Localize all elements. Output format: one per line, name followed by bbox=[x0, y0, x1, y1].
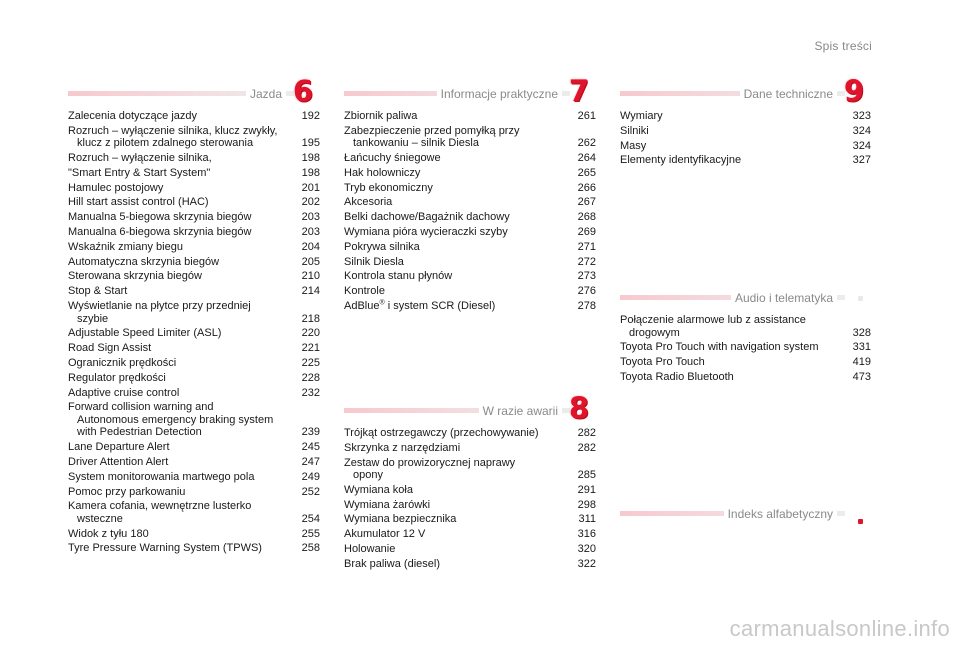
toc-entry[interactable] bbox=[68, 500, 320, 527]
toc-entry-title: System monitorowania martwego pola bbox=[68, 470, 255, 483]
section-number-badge[interactable]: 9 bbox=[843, 74, 865, 108]
section-title[interactable]: Audio i telematyka bbox=[731, 291, 837, 305]
toc-entry[interactable] bbox=[68, 387, 320, 402]
toc-entry-page: 225 bbox=[301, 356, 320, 369]
toc-entry-title: Wymiary bbox=[620, 110, 663, 122]
toc-entry-page: 324 bbox=[852, 124, 871, 137]
toc-entry-page: 255 bbox=[301, 527, 320, 540]
toc-entry-title-part: AdBlue bbox=[344, 300, 380, 313]
toc-entry[interactable] bbox=[344, 182, 596, 197]
toc-entry[interactable] bbox=[620, 140, 871, 155]
toc-entry-title: Tryb ekonomiczny bbox=[344, 181, 433, 194]
toc-entry-page: 272 bbox=[577, 255, 596, 268]
toc-entry-page: 322 bbox=[577, 557, 596, 570]
toc-entry-title: Wymiana pióra wycieraczki szyby bbox=[344, 226, 508, 239]
toc-entry-page: 324 bbox=[852, 139, 871, 152]
toc-entry-title: Wymiana żarówki bbox=[344, 498, 431, 511]
toc-entry[interactable] bbox=[344, 270, 596, 285]
toc-entry-title-continued: wsteczne bbox=[77, 512, 123, 525]
toc-entry-page: 276 bbox=[577, 285, 596, 298]
toc-entry[interactable] bbox=[344, 285, 596, 300]
toc-entry[interactable] bbox=[344, 196, 596, 211]
toc-entry-page: 204 bbox=[301, 240, 320, 253]
toc-entry-title: Masy bbox=[620, 139, 647, 152]
toc-entry-title: Manualna 5-biegowa skrzynia biegów bbox=[68, 211, 252, 224]
toc-entry-page: 214 bbox=[301, 285, 320, 298]
page-header-title: Spis treści bbox=[814, 39, 872, 53]
toc-entry-page: 320 bbox=[577, 543, 596, 556]
toc-entry-page: 202 bbox=[301, 196, 320, 209]
toc-entry-title: Zbiornik paliwa bbox=[344, 110, 418, 122]
toc-entry-page: 249 bbox=[301, 470, 320, 483]
toc-entry-page: 271 bbox=[577, 240, 596, 253]
toc-entry-title-part: i system SCR (Diesel) bbox=[384, 300, 496, 313]
section-title[interactable]: Dane techniczne bbox=[740, 87, 837, 101]
section-header bbox=[620, 496, 871, 530]
toc-entry-title: Toyota Radio Bluetooth bbox=[620, 370, 734, 383]
toc-entry-title: Kontrola stanu płynów bbox=[344, 270, 453, 283]
toc-entry-title: Adaptive cruise control bbox=[68, 386, 180, 399]
toc-entry[interactable] bbox=[68, 486, 320, 501]
toc-entry-page: 266 bbox=[577, 181, 596, 194]
toc-entry[interactable] bbox=[620, 314, 871, 341]
toc-entry-page: 258 bbox=[301, 542, 320, 555]
toc-entry-title: Sterowana skrzynia biegów bbox=[68, 270, 202, 283]
toc-list bbox=[344, 110, 596, 315]
toc-entry[interactable] bbox=[344, 241, 596, 256]
toc-entry[interactable] bbox=[344, 226, 596, 241]
toc-entry[interactable] bbox=[344, 499, 596, 514]
section-marker-icon bbox=[858, 519, 863, 524]
toc-entry-title: Silnik Diesla bbox=[344, 255, 404, 268]
toc-entry-page: 205 bbox=[301, 255, 320, 268]
toc-entry-page: 473 bbox=[852, 370, 871, 383]
toc-entry-page: 245 bbox=[301, 441, 320, 454]
toc-entry-page: 269 bbox=[577, 226, 596, 239]
section-audio-i-telematyka bbox=[620, 280, 871, 386]
toc-entry[interactable] bbox=[68, 110, 320, 125]
toc-entry-title: Widok z tyłu 180 bbox=[68, 527, 149, 540]
toc-entry[interactable] bbox=[68, 300, 320, 327]
toc-entry-title: Regulator prędkości bbox=[68, 371, 166, 384]
toc-entry[interactable] bbox=[68, 152, 320, 167]
toc-entry-title: Kamera cofania, wewnętrzne lusterko bbox=[68, 500, 252, 513]
section-header bbox=[344, 76, 596, 110]
section-title[interactable]: W razie awarii bbox=[479, 404, 562, 418]
toc-entry-title: Pomoc przy parkowaniu bbox=[68, 485, 186, 498]
toc-entry-title-continued: drogowym bbox=[629, 326, 680, 339]
toc-entry-page: 267 bbox=[577, 196, 596, 209]
toc-entry-title: Zabezpieczenie przed pomyłką przy bbox=[344, 124, 520, 137]
toc-entry-title: Zalecenia dotyczące jazdy bbox=[68, 110, 198, 122]
toc-list bbox=[68, 110, 320, 557]
toc-entry[interactable] bbox=[68, 270, 320, 285]
toc-entry-title: Forward collision warning and bbox=[68, 401, 214, 414]
toc-entry-title: Hamulec postojowy bbox=[68, 181, 164, 194]
toc-entry[interactable] bbox=[620, 125, 871, 140]
section-number-badge[interactable]: 7 bbox=[568, 74, 590, 108]
toc-entry-title: Rozruch – wyłączenie silnika, bbox=[68, 152, 212, 165]
toc-entry-page: 228 bbox=[301, 371, 320, 384]
toc-entry-title: Pokrywa silnika bbox=[344, 240, 420, 253]
watermark: carmanualsonline.info bbox=[729, 616, 950, 641]
toc-entry-title: Skrzynka z narzędziami bbox=[344, 441, 461, 454]
toc-entry[interactable] bbox=[344, 300, 596, 315]
toc-entry[interactable] bbox=[68, 256, 320, 271]
toc-entry[interactable] bbox=[68, 542, 320, 557]
toc-entry-page: 218 bbox=[301, 312, 320, 325]
toc-entry-page: 291 bbox=[577, 483, 596, 496]
toc-entry-title: Road Sign Assist bbox=[68, 342, 152, 355]
toc-entry[interactable] bbox=[344, 211, 596, 226]
toc-entry[interactable] bbox=[68, 196, 320, 211]
toc-entry[interactable] bbox=[68, 241, 320, 256]
section-title[interactable]: Informacje praktyczne bbox=[437, 87, 562, 101]
toc-entry-page: 201 bbox=[301, 181, 320, 194]
toc-entry-page: 278 bbox=[577, 300, 596, 313]
toc-entry[interactable] bbox=[344, 427, 596, 442]
toc-entry[interactable] bbox=[344, 513, 596, 528]
registered-mark: ® bbox=[379, 299, 385, 307]
toc-list bbox=[620, 110, 871, 169]
toc-entry-title: Trójkąt ostrzegawczy (przechowywanie) bbox=[344, 427, 539, 439]
toc-entry-title: Adjustable Speed Limiter (ASL) bbox=[68, 327, 222, 340]
toc-entry-title-continued: opony bbox=[353, 469, 383, 482]
toc-entry-title: Zestaw do prowizorycznej naprawy bbox=[344, 456, 516, 469]
toc-entry-page: 262 bbox=[577, 137, 596, 150]
toc-entry-page: 192 bbox=[301, 110, 320, 122]
toc-entry-page: 239 bbox=[301, 426, 320, 439]
toc-entry[interactable] bbox=[344, 457, 596, 484]
toc-entry[interactable] bbox=[344, 442, 596, 457]
toc-entry-page: 252 bbox=[301, 485, 320, 498]
toc-entry[interactable] bbox=[344, 125, 596, 152]
toc-entry[interactable] bbox=[344, 528, 596, 543]
section-title[interactable]: Jazda bbox=[246, 87, 286, 101]
toc-entry-page: 220 bbox=[301, 327, 320, 340]
toc-entry-title: Łańcuchy śniegowe bbox=[344, 152, 441, 165]
toc-entry[interactable] bbox=[620, 110, 871, 125]
toc-entry-page: 261 bbox=[577, 110, 596, 122]
toc-entry-title: Akcesoria bbox=[344, 196, 393, 209]
toc-entry[interactable] bbox=[68, 182, 320, 197]
toc-entry[interactable] bbox=[68, 226, 320, 241]
section-marker-icon bbox=[858, 296, 863, 301]
toc-entry[interactable] bbox=[620, 154, 871, 169]
toc-entry-page: 285 bbox=[577, 469, 596, 482]
toc-entry[interactable] bbox=[68, 211, 320, 226]
toc-entry[interactable] bbox=[68, 167, 320, 182]
toc-entry-title: Elementy identyfikacyjne bbox=[620, 154, 742, 167]
section-w-razie-awarii bbox=[344, 393, 596, 573]
toc-entry-page: 254 bbox=[301, 512, 320, 525]
toc-entry-page: 273 bbox=[577, 270, 596, 283]
toc-entry-title: Holowanie bbox=[344, 543, 396, 556]
toc-entry[interactable] bbox=[344, 256, 596, 271]
toc-entry[interactable] bbox=[68, 471, 320, 486]
toc-entry[interactable] bbox=[68, 456, 320, 471]
toc-entry-page: 264 bbox=[577, 152, 596, 165]
toc-entry-page: 327 bbox=[852, 154, 871, 167]
toc-entry[interactable] bbox=[68, 357, 320, 372]
toc-entry-title: Manualna 6-biegowa skrzynia biegów bbox=[68, 226, 252, 239]
section-header bbox=[344, 393, 596, 427]
section-header bbox=[620, 280, 871, 314]
section-indeks-alfabetyczny bbox=[620, 496, 871, 530]
toc-entry[interactable] bbox=[68, 327, 320, 342]
section-header bbox=[68, 76, 320, 110]
toc-entry-page: 198 bbox=[301, 166, 320, 179]
toc-entry-title: Rozruch – wyłączenie silnika, klucz zwykły, bbox=[68, 124, 278, 137]
section-jazda bbox=[68, 76, 320, 557]
section-informacje-praktyczne bbox=[344, 76, 596, 315]
toc-entry[interactable] bbox=[344, 110, 596, 125]
toc-entry-title-continued: klucz z pilotem zdalnego sterowania bbox=[77, 137, 254, 150]
toc-entry-title: "Smart Entry & Start System" bbox=[68, 166, 211, 179]
toc-entry[interactable] bbox=[68, 342, 320, 357]
toc-entry-title: Wymiana bezpiecznika bbox=[344, 513, 457, 526]
section-title[interactable]: Indeks alfabetyczny bbox=[724, 507, 837, 521]
toc-entry-title-continued: Autonomous emergency braking system bbox=[77, 413, 274, 426]
toc-entry-title bbox=[344, 300, 568, 313]
toc-entry-page: 316 bbox=[577, 528, 596, 541]
toc-entry-title: Driver Attention Alert bbox=[68, 455, 169, 468]
toc-entry-page: 282 bbox=[577, 427, 596, 439]
section-header bbox=[620, 76, 871, 110]
toc-entry-title: Brak paliwa (diesel) bbox=[344, 557, 440, 570]
toc-entry-page: 419 bbox=[852, 356, 871, 369]
toc-entry-page: 323 bbox=[852, 110, 871, 122]
toc-entry-title: Połączenie alarmowe lub z assistance bbox=[620, 314, 806, 326]
toc-entry-title: Ogranicznik prędkości bbox=[68, 356, 177, 369]
toc-entry-page: 265 bbox=[577, 166, 596, 179]
toc-entry-page: 221 bbox=[301, 342, 320, 355]
toc-entry-title: Belki dachowe/Bagażnik dachowy bbox=[344, 211, 510, 224]
toc-list bbox=[620, 314, 871, 386]
toc-entry-page: 311 bbox=[578, 513, 596, 526]
toc-entry-page: 232 bbox=[301, 386, 320, 399]
toc-entry-title: Akumulator 12 V bbox=[344, 528, 426, 541]
toc-entry-title: Tyre Pressure Warning System (TPWS) bbox=[68, 542, 262, 555]
toc-entry[interactable] bbox=[68, 285, 320, 300]
toc-entry-title: Toyota Pro Touch with navigation system bbox=[620, 341, 819, 354]
toc-entry-title: Silniki bbox=[620, 124, 649, 137]
toc-entry-title: Wskaźnik zmiany biegu bbox=[68, 240, 183, 253]
toc-list bbox=[344, 427, 596, 573]
toc-entry-page: 331 bbox=[852, 341, 871, 354]
toc-entry[interactable] bbox=[344, 484, 596, 499]
toc-entry[interactable] bbox=[620, 371, 871, 386]
toc-entry[interactable] bbox=[68, 125, 320, 152]
toc-entry[interactable] bbox=[68, 441, 320, 456]
toc-entry-page: 203 bbox=[301, 211, 320, 224]
toc-entry[interactable] bbox=[68, 528, 320, 543]
toc-entry-page: 198 bbox=[301, 152, 320, 165]
toc-entry-page: 298 bbox=[577, 498, 596, 511]
toc-entry[interactable] bbox=[344, 152, 596, 167]
toc-entry[interactable] bbox=[68, 401, 320, 441]
section-number-badge[interactable]: 8 bbox=[568, 391, 590, 425]
toc-entry-title-continued: tankowaniu – silnik Diesla bbox=[353, 137, 479, 150]
toc-entry[interactable] bbox=[68, 372, 320, 387]
toc-entry[interactable] bbox=[344, 543, 596, 558]
toc-entry-title: Hill start assist control (HAC) bbox=[68, 196, 209, 209]
toc-entry-page: 203 bbox=[301, 226, 320, 239]
toc-entry-page: 195 bbox=[301, 137, 320, 150]
toc-entry-page: 328 bbox=[852, 326, 871, 339]
toc-entry-title-continued: with Pedestrian Detection bbox=[77, 426, 202, 439]
toc-entry-title: Toyota Pro Touch bbox=[620, 356, 705, 369]
toc-entry-title: Lane Departure Alert bbox=[68, 441, 170, 454]
toc-entry-page: 247 bbox=[301, 455, 320, 468]
toc-entry-title: Kontrole bbox=[344, 285, 385, 298]
toc-entry-page: 268 bbox=[577, 211, 596, 224]
toc-entry-title: Automatyczna skrzynia biegów bbox=[68, 255, 220, 268]
section-number-badge[interactable]: 6 bbox=[292, 74, 314, 108]
toc-entry[interactable] bbox=[344, 167, 596, 182]
toc-entry[interactable] bbox=[620, 356, 871, 371]
toc-entry[interactable] bbox=[344, 558, 596, 573]
toc-entry-title-continued: szybie bbox=[77, 312, 109, 325]
toc-entry-title: Hak holowniczy bbox=[344, 166, 421, 179]
toc-entry-title: Wymiana koła bbox=[344, 483, 413, 496]
toc-entry[interactable] bbox=[620, 341, 871, 356]
toc-entry-title: Wyświetlanie na płytce przy przedniej bbox=[68, 300, 251, 313]
toc-entry-page: 210 bbox=[301, 270, 320, 283]
toc-entry-page: 282 bbox=[577, 441, 596, 454]
toc-entry-title: Stop & Start bbox=[68, 285, 128, 298]
section-dane-techniczne bbox=[620, 76, 871, 169]
